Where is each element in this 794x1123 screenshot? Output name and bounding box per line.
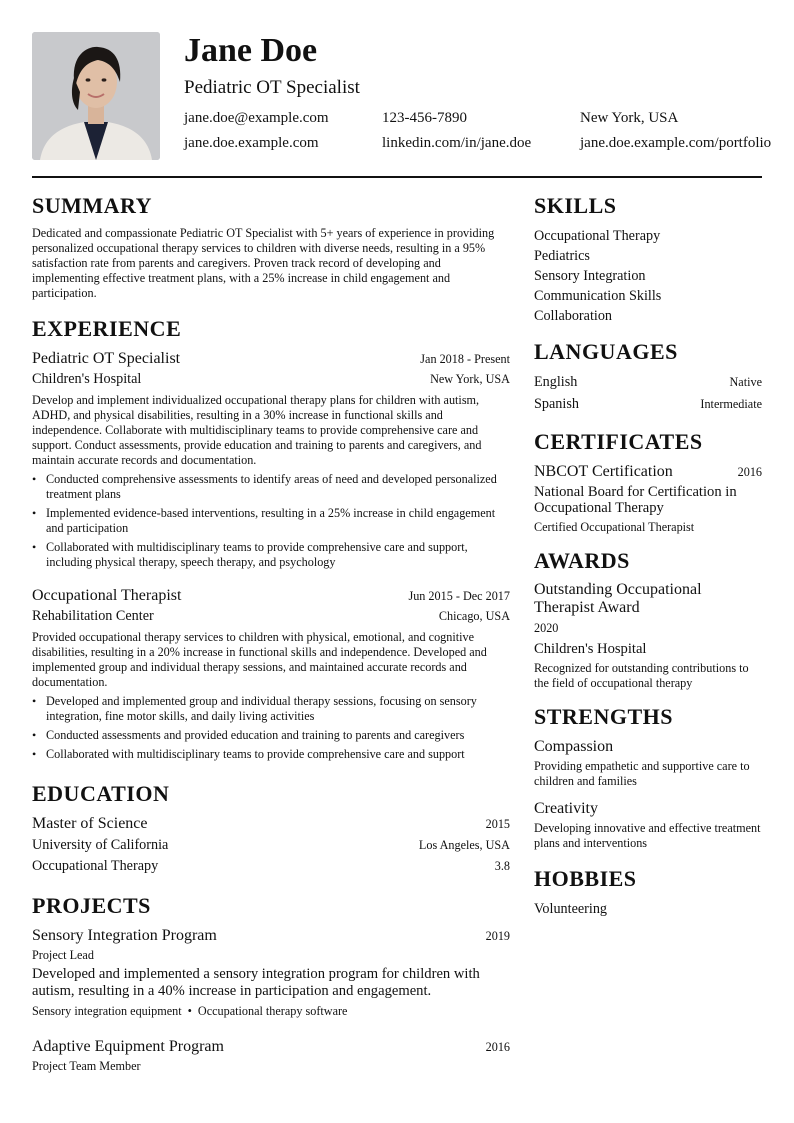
left-column [32,194,510,1088]
resume-header [32,32,772,162]
job-entry [32,349,510,570]
language-level: Intermediate [700,397,762,411]
project-year: 2019 [485,929,510,943]
project-role: Project Team Member [32,1059,141,1073]
skill-item: Collaboration [534,308,613,324]
tool-separator: • [187,1004,192,1018]
strengths-heading: STRENGTHS [534,704,673,729]
candidate-title: Pediatric OT Specialist [184,77,360,98]
job-description: Develop and implement individualized occupational therapy plans for children with autism, ADHD, and physical disabilities, resulting in a 30% increase in functional skills and independence. Collaborate with multidisciplinary teams to provide comprehensive care and support. Conduct assessments, provide education and training to parents and caregivers, and maintain accurate records and documentation. [32,393,482,467]
language-level: Native [729,375,762,389]
project-name: Adaptive Equipment Program [32,1038,224,1055]
job-company: Rehabilitation Center [32,608,154,624]
project-tool: Occupational therapy software [197,1004,348,1018]
languages-heading: LANGUAGES [534,339,678,364]
linkedin-link[interactable]: linkedin.com/in/jane.doe [382,135,532,151]
job-bullet: • Collaborated with multidisciplinary teams to provide comprehensive care and support, including physical therapy, speech therapy, and psychology [32,540,510,570]
summary-heading: SUMMARY [32,193,153,218]
award-entry [534,581,762,691]
job-bullet: • Conducted comprehensive assessments to identify areas of need and developed personalized treatment plans [32,472,510,502]
profile-photo [32,32,160,160]
projects-heading: PROJECTS [32,893,151,918]
job-entry [32,586,510,762]
job-location: Chicago, USA [438,609,510,623]
project-entry [32,926,510,1019]
job-bullets [32,694,510,762]
email-link[interactable]: jane.doe@example.com [184,110,329,126]
project-entry [32,1037,510,1074]
award-year: 2020 [534,621,559,635]
location-text: New York, USA [580,110,679,126]
school: University of California [32,837,169,853]
certificates-heading: CERTIFICATES [534,429,703,454]
job-bullet: • Implemented evidence-based interventions, resulting in a 25% increase in child engagement and participation [32,506,510,536]
strength-name: Compassion [534,738,614,755]
strength-item [534,737,762,789]
language-name: Spanish [534,396,579,412]
skill-item: Communication Skills [534,288,662,304]
project-tool: Sensory integration equipment [32,1004,182,1018]
job-bullets [32,472,510,570]
header-divider [32,176,762,178]
job-dates: Jan 2018 - Present [420,352,510,366]
certificate-name: NBCOT Certification [534,463,673,480]
phone-number[interactable]: 123-456-7890 [382,110,467,126]
award-note: Recognized for outstanding contributions to the field of occupational therapy [534,661,749,690]
right-column [534,194,762,919]
candidate-name: Jane Doe [184,32,318,69]
summary-text: Dedicated and compassionate Pediatric OT Specialist with 5+ years of experience in providing personalized occupational therapy services to children with diverse needs, resulting in a 95% satisfaction rate from parents and caregivers. Proven track record of developing and implementing effective treatment plans, with a 25% increase in child engagement and participation. [32,226,495,300]
project-name: Sensory Integration Program [32,927,217,944]
education-year: 2015 [485,817,510,831]
hobbies-heading: HOBBIES [534,866,637,891]
job-dates: Jun 2015 - Dec 2017 [408,589,510,603]
education-location: Los Angeles, USA [418,838,510,852]
degree: Master of Science [32,815,148,832]
skills-list [534,226,762,326]
skill-item: Pediatrics [534,248,590,264]
gpa: 3.8 [494,859,510,873]
education-heading: EDUCATION [32,781,170,806]
job-location: New York, USA [430,372,510,386]
hobby-item: Volunteering [534,901,608,917]
job-description: Provided occupational therapy services to children with physical, emotional, and cognitive disabilities, resulting in a 20% increase in functional skills and independence. Developed and implemented group and individual therapy sessions, and maintained accurate records and documentation. [32,630,487,689]
job-role: Pediatric OT Specialist [32,350,181,367]
skill-item: Occupational Therapy [534,228,661,244]
strength-desc: Providing empathetic and supportive care to children and families [534,759,750,788]
job-bullet: • Collaborated with multidisciplinary teams to provide comprehensive care and support [32,747,510,762]
certificate-issuer: National Board for Certification in Occupational Therapy [534,484,737,516]
education-entry [32,814,510,876]
job-role: Occupational Therapist [32,587,182,604]
award-org: Children's Hospital [534,641,647,657]
awards-heading: AWARDS [534,548,630,573]
project-description: Developed and implemented a sensory integration program for children with autism, resulting in a 40% increase in participation and engagement. [32,966,480,999]
language-item [534,394,762,414]
certificate-note: Certified Occupational Therapist [534,520,695,534]
certificate-year: 2016 [737,465,762,479]
certificate-entry [534,462,762,535]
job-bullet: • Developed and implemented group and individual therapy sessions, focusing on sensory integration, fine motor skills, and daily living activities [32,694,510,724]
strength-item [534,799,762,851]
language-item [534,372,762,392]
experience-heading: EXPERIENCE [32,316,182,341]
language-name: English [534,374,578,390]
website-link[interactable]: jane.doe.example.com [184,135,319,151]
skills-heading: SKILLS [534,193,617,218]
contact-info [184,109,774,159]
strength-name: Creativity [534,800,598,817]
skill-item: Sensory Integration [534,268,646,284]
award-name: Outstanding Occupational Therapist Award [534,581,702,616]
project-tools [32,1004,510,1019]
portfolio-link[interactable]: jane.doe.example.com/portfolio [580,135,772,151]
strength-desc: Developing innovative and effective treatment plans and interventions [534,821,761,850]
job-bullet: • Conducted assessments and provided education and training to parents and caregivers [32,728,510,743]
project-year: 2016 [485,1040,510,1054]
field-of-study: Occupational Therapy [32,858,159,874]
project-role: Project Lead [32,948,94,962]
job-company: Children's Hospital [32,371,142,387]
